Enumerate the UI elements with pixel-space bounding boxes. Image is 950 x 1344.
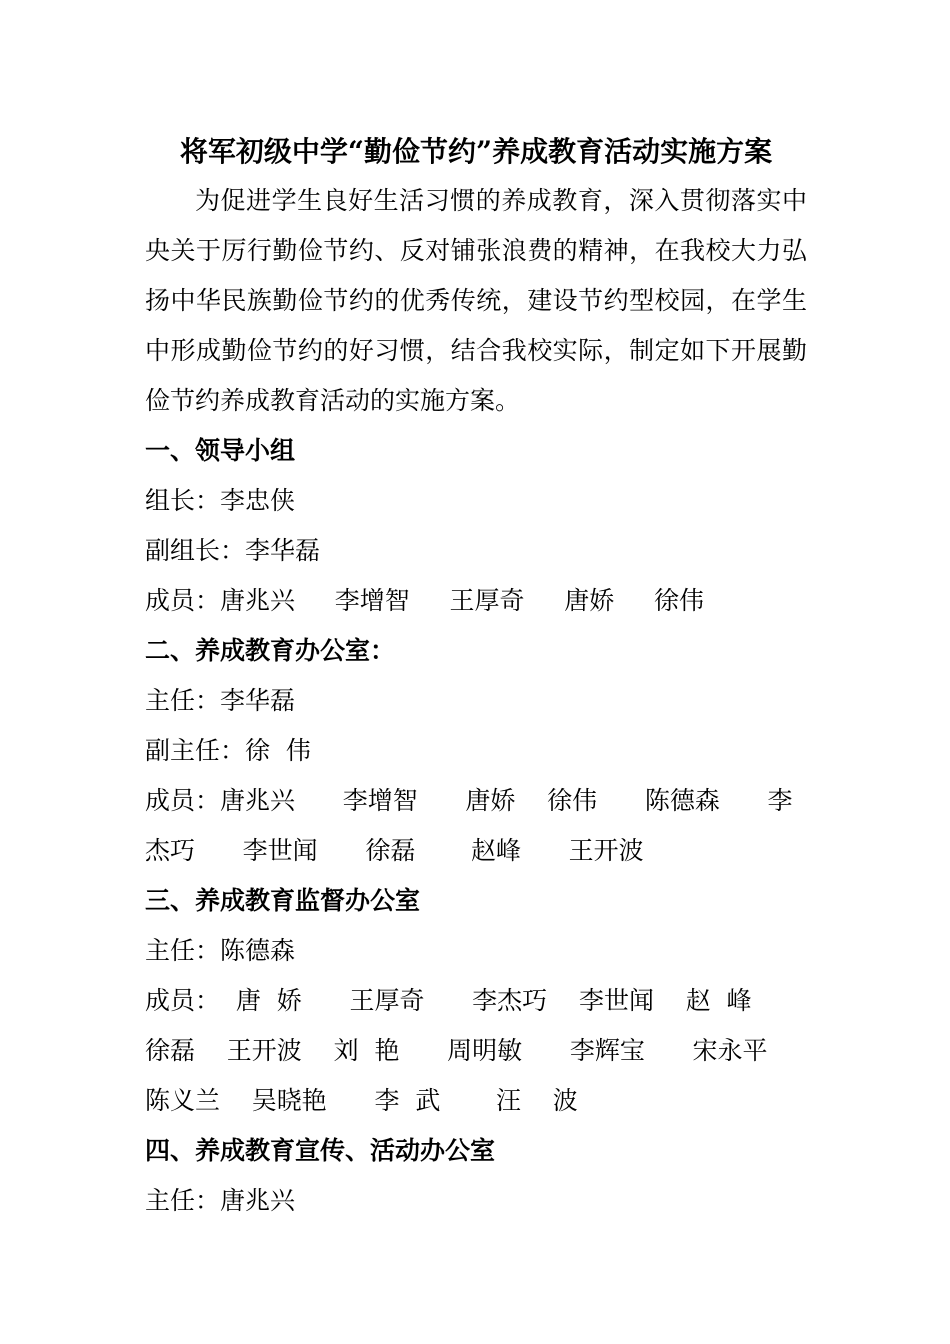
role-value: 徐 伟: [245, 736, 311, 765]
section-supervision-office: [145, 876, 816, 1126]
member-line: [145, 1176, 807, 1226]
member-line: [145, 776, 807, 876]
role-value: 李忠侠: [220, 486, 296, 515]
role-value: 唐 娇 王厚奇 李杰巧 李世闻 赵 峰 徐磊 王开波 刘 艳 周明敏 李辉宝 宋永平 陈义兰 吴晓艳 李 武 汪 波: [145, 986, 816, 1115]
role-value: 唐兆兴 李增智 王厚奇 唐娇 徐伟: [220, 586, 704, 615]
section-heading: 一、领导小组: [145, 436, 296, 465]
role-label: 组长：: [145, 486, 221, 515]
role-value: 李华磊: [220, 686, 296, 715]
role-value: 李华磊: [245, 536, 321, 565]
intro-paragraph: 为促进学生良好生活习惯的养成教育，深入贯彻落实中央关于厉行勤俭节约、反对铺张浪费的精神，在我校大力弘扬中华民族勤俭节约的优秀传统，建设节约型校园，在学生中形成勤俭节约的好习惯，结合我校实际，制定如下开展勤俭节约养成教育活动的实施方案。: [145, 186, 807, 415]
member-line: [145, 476, 807, 526]
role-label: 主任：: [145, 1186, 221, 1215]
section-heading: 四、养成教育宣传、活动办公室: [145, 1136, 496, 1165]
role-value: 唐兆兴: [220, 1186, 296, 1215]
section-heading: 三、养成教育监督办公室: [145, 886, 421, 915]
role-label: 副组长：: [145, 536, 246, 565]
role-label: 成员：: [145, 986, 221, 1015]
member-line: [145, 726, 807, 776]
role-value: 唐兆兴 李增智 唐娇 徐伟 陈德森 李杰巧 李世闻 徐磊 赵峰 王开波: [145, 786, 793, 865]
section-publicity-office: [145, 1126, 807, 1226]
role-label: 成员：: [145, 586, 221, 615]
role-label: 成员：: [145, 786, 221, 815]
role-label: 副主任：: [145, 736, 246, 765]
document-page: [145, 128, 816, 1226]
member-line: [145, 926, 807, 976]
section-education-office: [145, 626, 807, 876]
member-line: [145, 676, 807, 726]
role-label: 主任：: [145, 936, 221, 965]
role-label: 主任：: [145, 686, 221, 715]
document-title: 将军初级中学“勤俭节约”养成教育活动实施方案: [179, 135, 773, 168]
section-leadership-group: [145, 426, 807, 626]
role-value: 陈德森: [220, 936, 296, 965]
member-line: [145, 576, 807, 626]
section-heading: 二、养成教育办公室：: [145, 636, 396, 665]
member-line: [145, 526, 807, 576]
member-line: [145, 976, 816, 1126]
